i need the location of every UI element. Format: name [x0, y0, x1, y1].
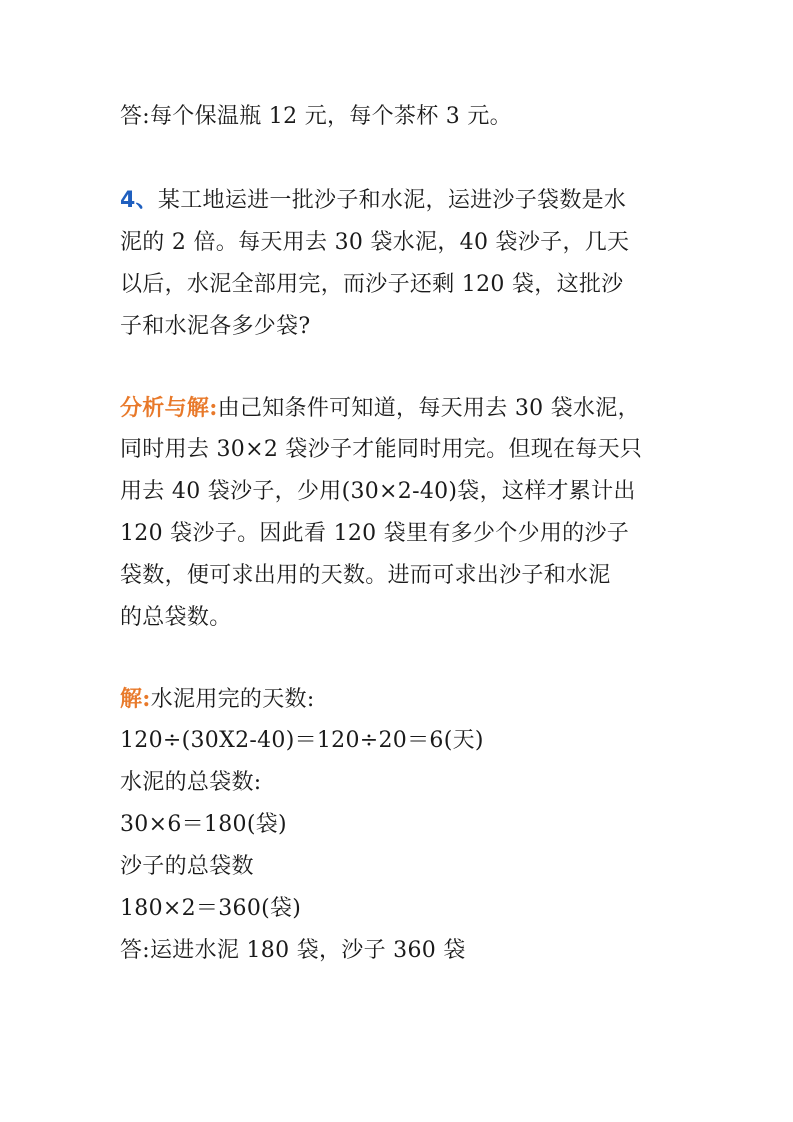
- solution-line: 沙子的总袋数: [120, 854, 254, 879]
- analysis-label: 分析与解:: [120, 395, 218, 421]
- analysis-line: 用去 40 袋沙子，少用(30×2-40)袋，这样才累计出: [120, 479, 636, 504]
- analysis-line: 分析与解:由己知条件可知道，每天用去 30 袋水泥，: [120, 395, 640, 421]
- analysis-line: 同时用去 30×2 袋沙子才能同时用完。但现在每天只: [120, 437, 643, 462]
- solution-block: [120, 678, 484, 972]
- analysis-block: [120, 387, 642, 639]
- solution-label: 解:: [120, 686, 151, 712]
- solution-line: 120÷(30X2-40)＝120÷20＝6(天): [120, 728, 484, 753]
- solution-line: 180×2＝360(袋): [120, 896, 302, 921]
- question-line: 4、某工地运进一批沙子和水泥，运进沙子袋数是水: [120, 188, 627, 213]
- question-line: 泥的 2 倍。每天用去 30 袋水泥，40 袋沙子，几天: [120, 230, 630, 255]
- analysis-line: 120 袋沙子。因此看 120 袋里有多少个少用的沙子: [120, 521, 630, 546]
- question-line: 子和水泥各多少袋?: [120, 314, 311, 339]
- question-block: [120, 180, 629, 348]
- solution-line: 水泥的总袋数:: [120, 770, 262, 795]
- solution-line: 30×6＝180(袋): [120, 812, 287, 837]
- previous-answer: 答:每个保温瓶 12 元，每个茶杯 3 元。: [120, 104, 512, 129]
- analysis-line: 袋数，便可求出用的天数。进而可求出沙子和水泥: [120, 563, 611, 588]
- solution-line: 解:水泥用完的天数:: [120, 686, 315, 712]
- analysis-line: 的总袋数。: [120, 605, 232, 630]
- question-number: 4、: [120, 188, 158, 213]
- question-line: 以后，水泥全部用完，而沙子还剩 120 袋，这批沙: [120, 272, 624, 297]
- final-answer: 答:运进水泥 180 袋，沙子 360 袋: [120, 938, 466, 963]
